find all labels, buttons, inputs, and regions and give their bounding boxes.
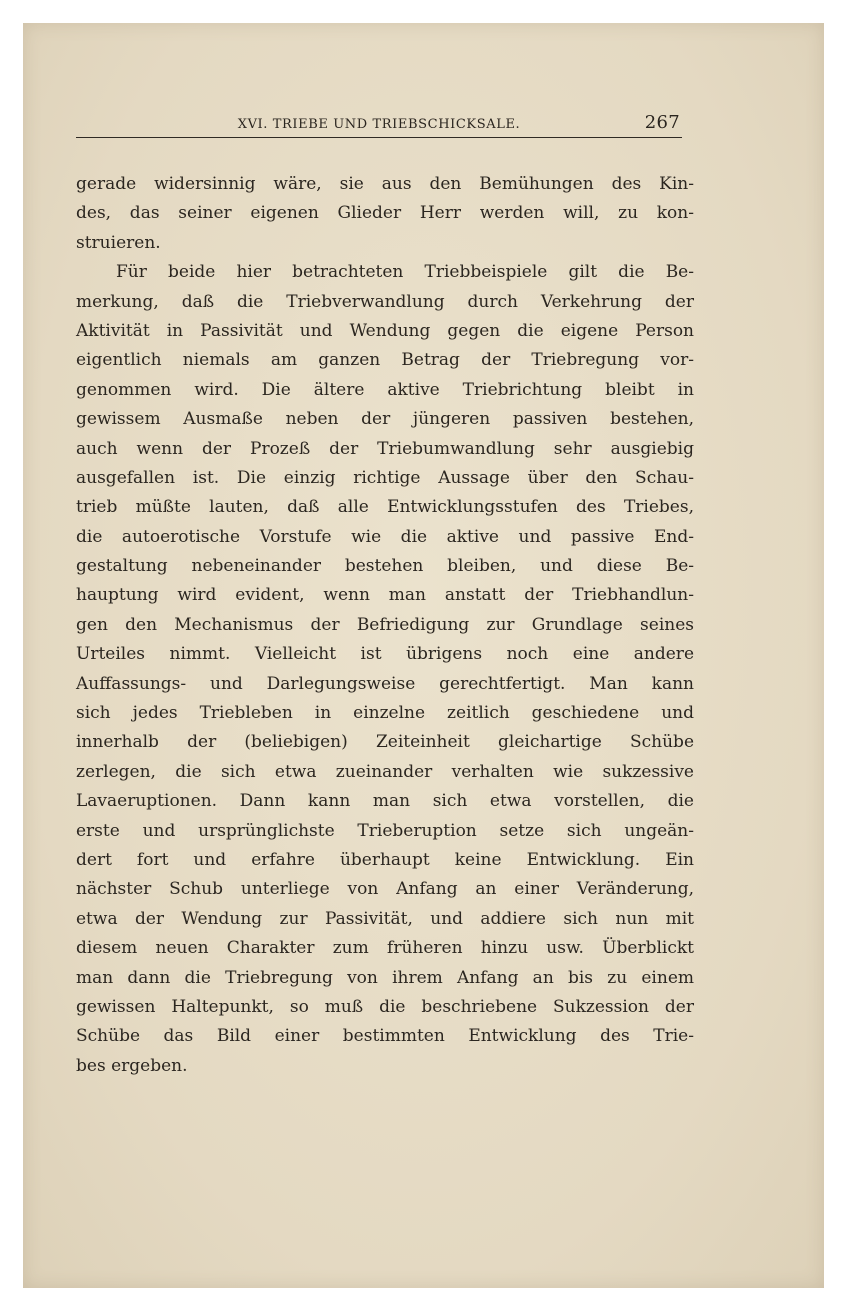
text-line: auch wenn der Prozeß der Triebumwandlung sehr ausgiebig (76, 438, 694, 459)
body-text (76, 170, 694, 1081)
text-line: struieren. (76, 232, 161, 253)
text-line: gewissem Ausmaße neben der jüngeren passiven bestehen, (76, 409, 694, 430)
text-line: bes ergeben. (76, 1055, 188, 1076)
running-header (76, 113, 682, 138)
running-title: XVI. TRIEBE UND TRIEBSCHICKSALE. (237, 117, 521, 132)
text-line: sich jedes Triebleben in einzelne zeitlich geschiedene und (76, 703, 694, 724)
text-line: dert fort und erfahre überhaupt keine Entwicklung. Ein (76, 849, 694, 870)
text-line: ausgefallen ist. Die einzig richtige Aussage über den Schau- (76, 467, 694, 488)
text-line: Auffassungs- und Darlegungsweise gerechtfertigt. Man kann (76, 673, 694, 694)
text-line: gewissen Haltepunkt, so muß die beschriebene Sukzession der (76, 996, 694, 1017)
text-line: innerhalb der (beliebigen) Zeiteinheit gleichartige Schübe (76, 732, 694, 753)
text-line: Urteiles nimmt. Vielleicht ist übrigens noch eine andere (76, 644, 694, 665)
text-line: merkung, daß die Triebverwandlung durch Verkehrung der (76, 291, 694, 312)
text-line: gerade widersinnig wäre, sie aus den Bemühungen des Kin- (76, 174, 694, 194)
text-line: erste und ursprünglichste Trieberuption setze sich ungeän- (76, 820, 694, 841)
text-line: die autoerotische Vorstufe wie die aktive und passive End- (76, 526, 694, 547)
text-line: man dann die Triebregung von ihrem Anfang an bis zu einem (76, 967, 694, 988)
text-line: hauptung wird evident, wenn man anstatt der Triebhandlun- (76, 585, 694, 606)
text-line: Schübe das Bild einer bestimmten Entwicklung des Trie- (76, 1026, 694, 1047)
text-line: gestaltung nebeneinander bestehen bleiben, und diese Be- (76, 556, 694, 577)
page-number: 267 (644, 112, 680, 133)
text-line: genommen wird. Die ältere aktive Triebrichtung bleibt in (76, 379, 694, 400)
paragraph-first-line: Für beide hier betrachteten Triebbeispiele gilt die Be- (116, 262, 694, 283)
text-line: des, das seiner eigenen Glieder Herr werden will, zu kon- (76, 203, 694, 224)
text-line: nächster Schub unterliege von Anfang an einer Veränderung, (76, 879, 694, 900)
text-line: diesem neuen Charakter zum früheren hinzu usw. Überblickt (76, 938, 694, 959)
text-line: eigentlich niemals am ganzen Betrag der Triebregung vor- (76, 350, 694, 371)
text-line: gen den Mechanismus der Befriedigung zur Grundlage seines (76, 614, 694, 635)
text-line: Aktivität in Passivität und Wendung gegen die eigene Person (76, 320, 694, 341)
text-line: trieb müßte lauten, daß alle Entwicklungsstufen des Triebes, (76, 497, 694, 518)
text-line: zerlegen, die sich etwa zueinander verhalten wie sukzessive (76, 761, 694, 782)
text-line: etwa der Wendung zur Passivität, und addiere sich nun mit (76, 908, 694, 929)
text-line: Lavaeruptionen. Dann kann man sich etwa vorstellen, die (76, 791, 694, 812)
